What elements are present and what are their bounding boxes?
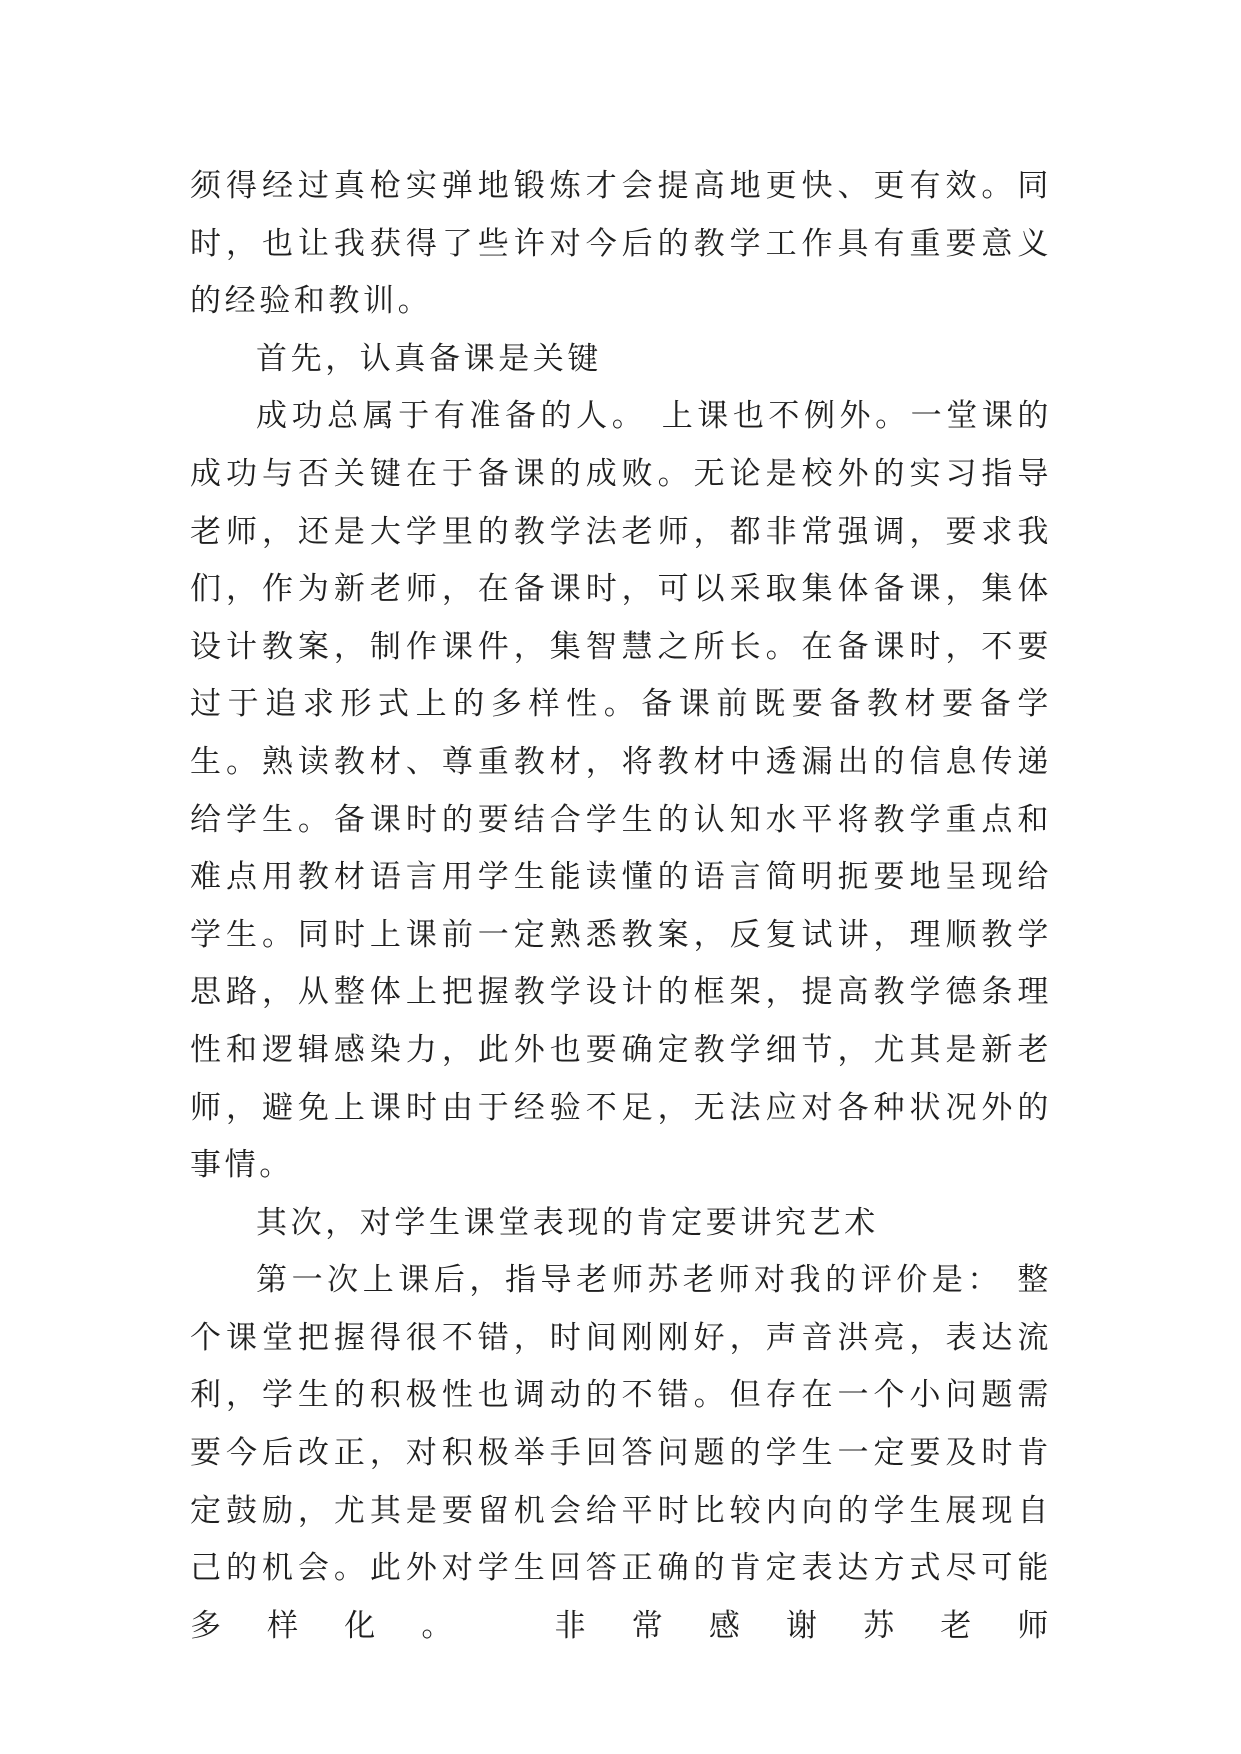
paragraph-preparation: 成功总属于有准备的人。 上课也不例外。一堂课的成功与否关键在于备课的成败。无论是校外的实习指导老师，还是大学里的教学法老师，都非常强调，要求我们，作为新老师，在备课时，可以采取集体备课，集体设计教案，制作课件，集智慧之所长。在备课时，不要过于追求形式上的多样性。备课前既要备教材要备学生。熟读教材、尊重教材，将教材中透漏出的信息传递给学生。备课时的要结合学生的认知水平将教学重点和难点用教材语言用学生能读懂的语言简明扼要地呈现给学生。同时上课前一定熟悉教案，反复试讲，理顺教学思路，从整体上把握教学设计的框架，提高教学德条理性和逻辑感染力，此外也要确定教学细节，尤其是新老师，避免上课时由于经验不足，无法应对各种状况外的事情。 [190,398,1052,1184]
section-heading-praise: 其次，对学生课堂表现的肯定要讲究艺术 [256,1204,879,1241]
paragraph-praise: 第一次上课后，指导老师苏老师对我的评价是： 整个课堂把握得很不错，时间刚刚好，声音洪亮，表达流利，学生的积极性也调动的不错。但存在一个小问题需要今后改正，对积极举手回答问题的学生一定要及时肯定鼓励，尤其是要留机会给平时比较内向的学生展现自己的机会。此外对学生回答正确的肯定表达方式尽可能多样化。 非常感谢苏老师 [190,1262,1052,1644]
document-body [190,158,1052,1655]
section-heading-preparation: 首先，认真备课是关键 [256,340,602,377]
paragraph-continuation: 须得经过真枪实弹地锻炼才会提高地更快、更有效。同时，也让我获得了些许对今后的教学工作具有重要意义的经验和教训。 [190,168,1052,320]
